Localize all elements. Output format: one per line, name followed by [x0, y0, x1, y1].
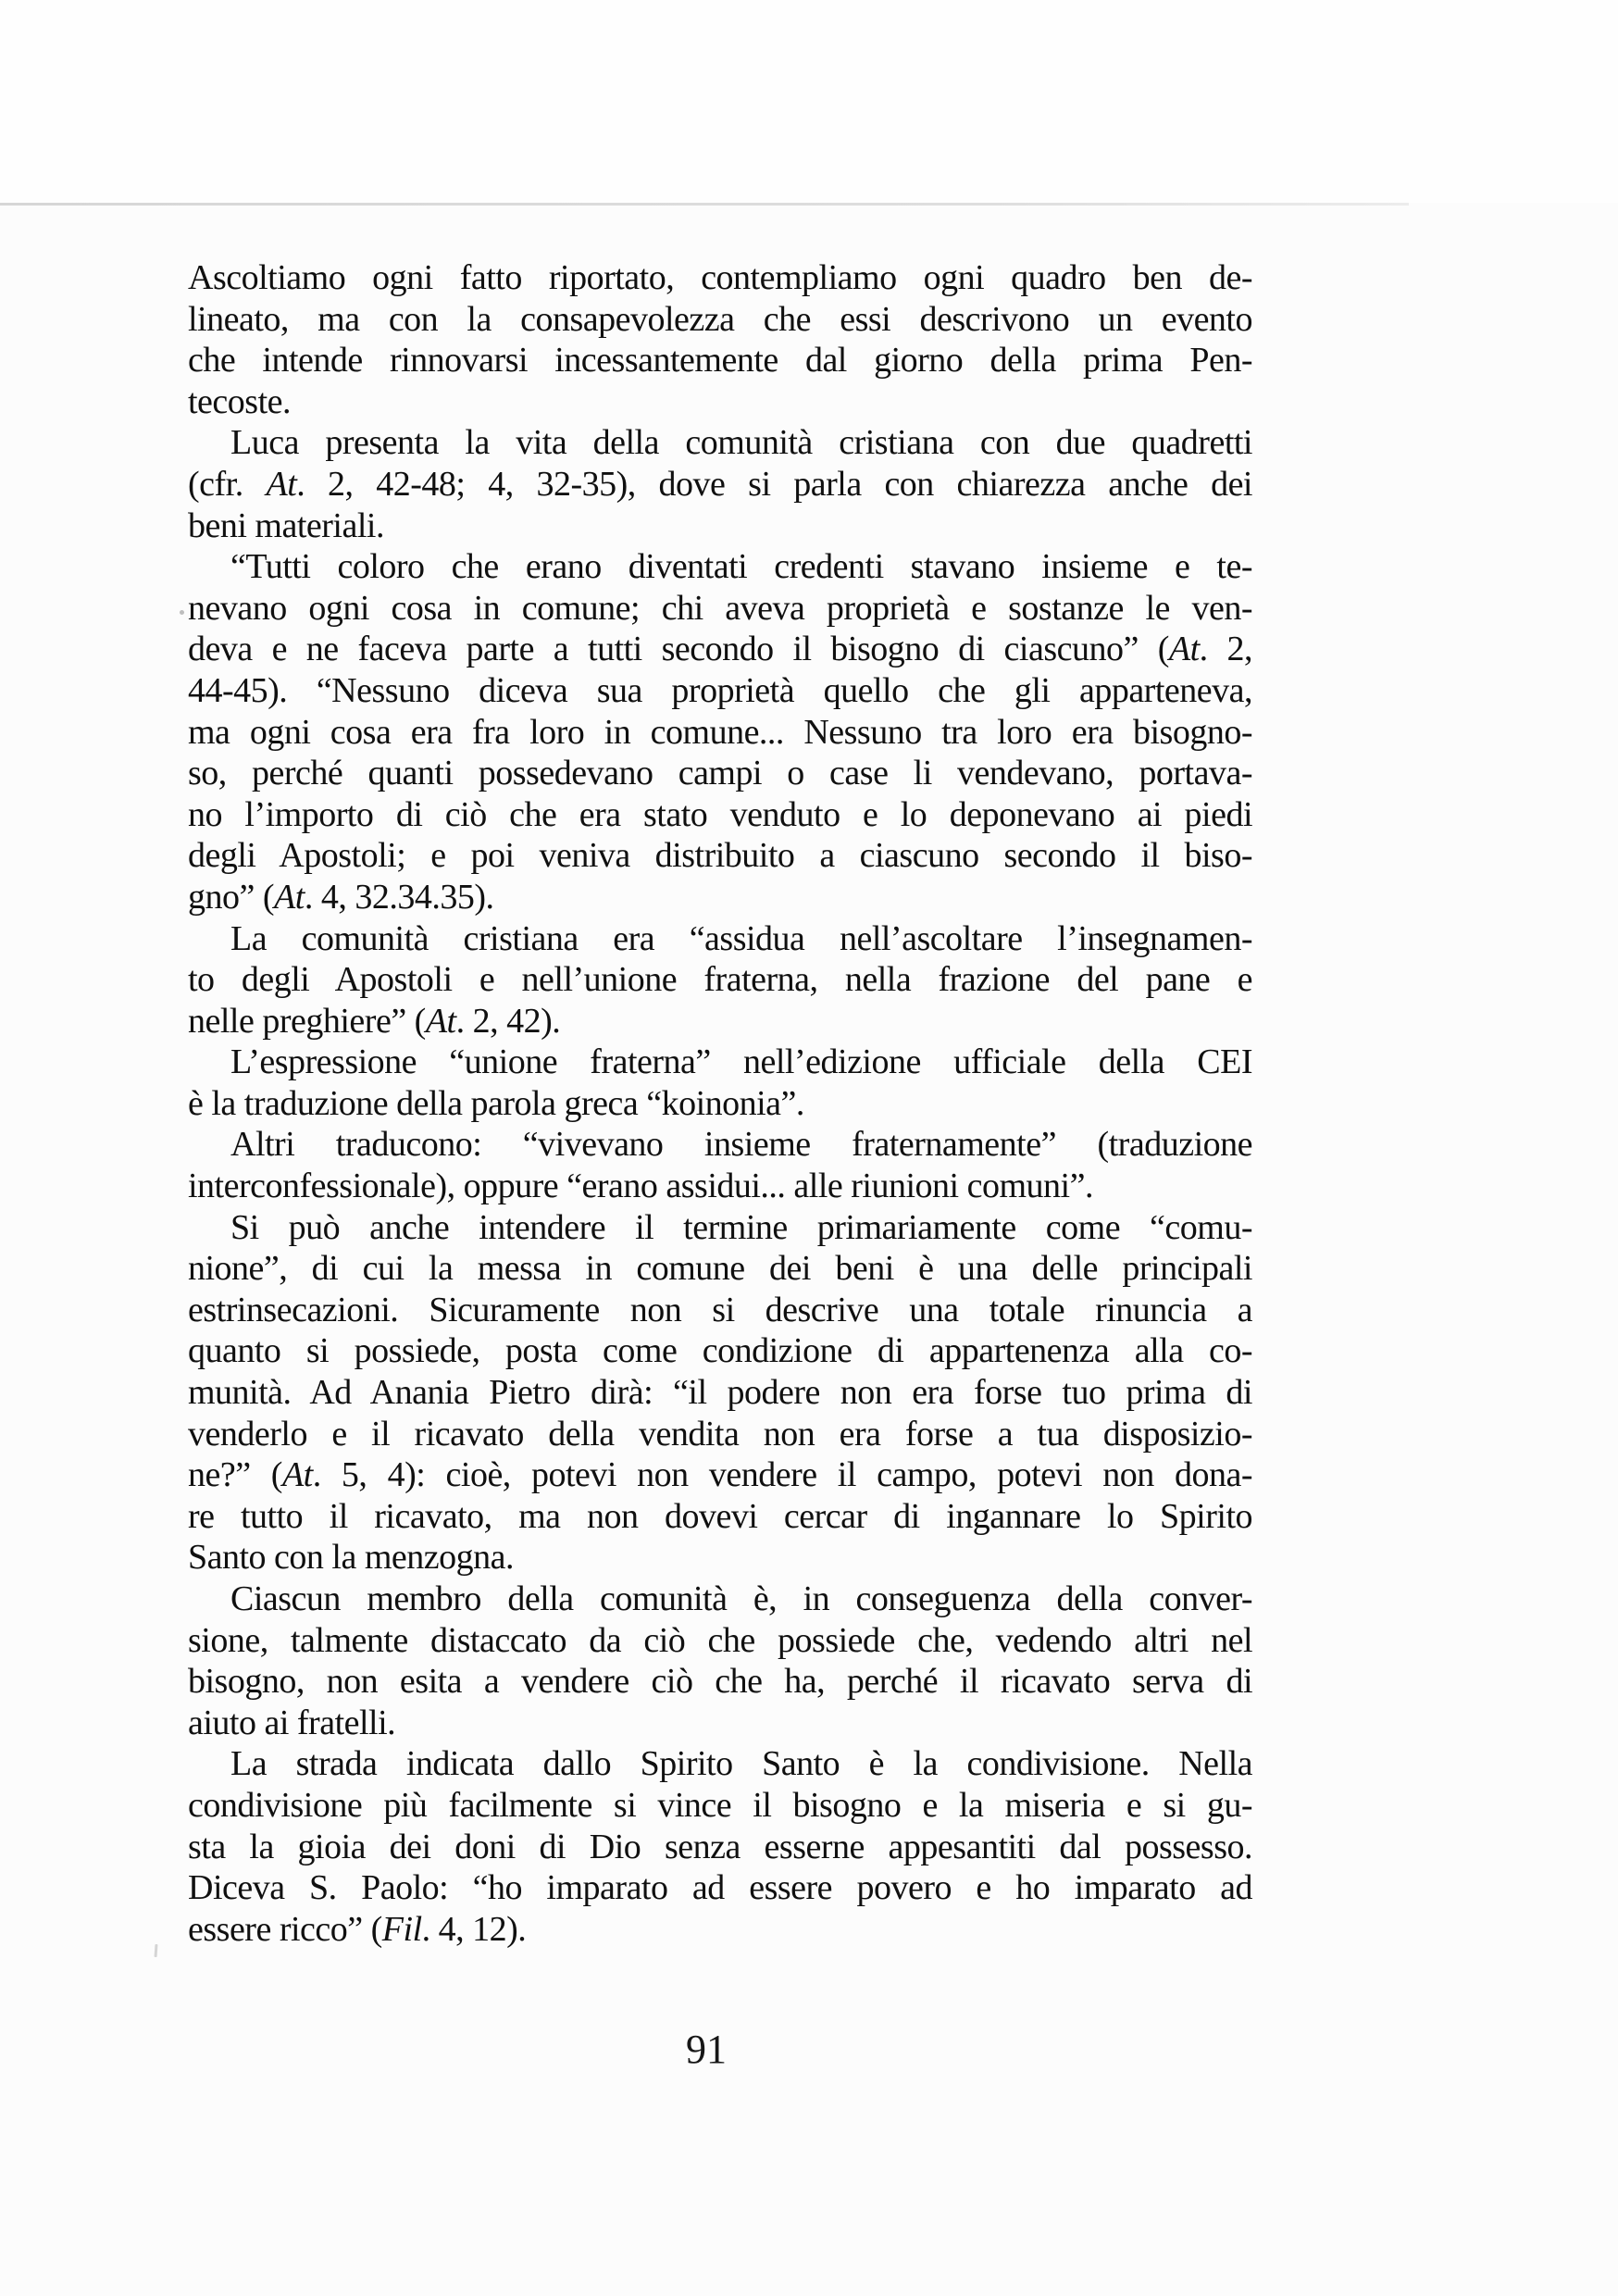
text-line	[188, 1248, 1252, 1290]
text-line	[188, 877, 1252, 918]
text-line	[188, 340, 1252, 381]
text-line	[188, 1620, 1252, 1662]
text-segment: . 2, 42).	[455, 1001, 561, 1041]
italic-citation: At	[274, 877, 305, 917]
text-segment: so, perché quanti possedevano campi o case li vendevano, portava-	[188, 754, 1252, 793]
text-segment: condivisione più facilmente si vince il bisogno e la miseria e si gu-	[188, 1785, 1252, 1825]
text-line	[188, 1290, 1252, 1331]
text-segment: . 4, 32.34.35).	[304, 877, 494, 917]
text-line	[188, 299, 1252, 341]
text-segment: sione, talmente distaccato da ciò che possiede che, vedendo altri nel	[188, 1620, 1252, 1660]
text-line	[188, 1124, 1252, 1166]
scan-speck	[180, 610, 184, 615]
scan-seam-line	[0, 203, 1409, 206]
text-segment: . 4, 12).	[421, 1909, 527, 1949]
text-segment: essere ricco” (	[188, 1909, 382, 1949]
text-line	[188, 1867, 1252, 1909]
text-segment: degli Apostoli; e poi veniva distribuito a ciascuno secondo il biso-	[188, 836, 1252, 876]
text-line	[188, 1537, 1252, 1578]
text-segment: Ciascun membro della comunità è, in conseguenza della conver-	[230, 1579, 1252, 1618]
scan-bright-band	[0, 0, 1618, 203]
text-segment: bisogno, non esita a vendere ciò che ha, perché il ricavato serva di	[188, 1662, 1252, 1702]
text-line	[188, 1785, 1252, 1827]
text-segment: Luca presenta la vita della comunità cristiana con due quadretti	[230, 423, 1252, 463]
text-segment: venderlo e il ricavato della vendita non era forse a tua disposizio-	[188, 1414, 1252, 1454]
italic-citation: Fil	[381, 1909, 422, 1949]
text-line	[188, 505, 1252, 547]
text-segment: Ascoltiamo ogni fatto riportato, contempliamo ogni quadro ben de-	[188, 258, 1252, 297]
text-segment: 44-45). “Nessuno diceva sua proprietà quello che gli apparteneva,	[188, 670, 1252, 710]
text-line	[188, 712, 1252, 754]
text-line	[188, 1372, 1252, 1414]
text-segment: gno” (	[188, 877, 275, 917]
text-line	[188, 1414, 1252, 1455]
text-line	[188, 1330, 1252, 1372]
scan-speck-mark	[155, 1944, 158, 1957]
text-segment: L’espressione “unione fraterna” nell’edizione ufficiale della CEI	[230, 1042, 1252, 1082]
text-segment: è la traduzione della parola greca “koinonia”.	[188, 1083, 804, 1123]
italic-citation: At	[1168, 630, 1200, 669]
text-line	[188, 381, 1252, 423]
text-segment: quanto si possiede, posta come condizione di appartenenza alla co-	[188, 1331, 1252, 1371]
text-line	[188, 546, 1252, 588]
text-line	[188, 1578, 1252, 1620]
text-segment: “Tutti coloro che erano diventati credenti stavano insieme e te-	[230, 547, 1252, 587]
text-segment: . 2, 42-48; 4, 32-35), dove si parla con chiarezza anche dei	[296, 464, 1252, 504]
text-line	[188, 1909, 1252, 1951]
text-segment: che intende rinnovarsi incessantemente dal giorno della prima Pen-	[188, 341, 1252, 381]
text-segment: no l’importo di ciò che era stato venduto e lo deponevano ai piedi	[188, 794, 1252, 834]
text-segment: lineato, ma con la consapevolezza che essi descrivono un evento	[188, 299, 1252, 339]
text-line	[188, 257, 1252, 299]
text-line	[188, 959, 1252, 1001]
text-segment: sta la gioia dei doni di Dio senza esserne appesantiti dal possesso.	[188, 1827, 1252, 1866]
text-segment: nevano ogni cosa in comune; chi aveva proprietà e sostanze le ven-	[188, 588, 1252, 628]
text-segment: re tutto il ricavato, ma non dovevi cercar di ingannare lo Spirito	[188, 1496, 1252, 1536]
text-segment: Santo con la menzogna.	[188, 1538, 515, 1578]
text-line	[188, 835, 1252, 877]
text-segment: La strada indicata dallo Spirito Santo è la condivisione. Nella	[230, 1744, 1252, 1784]
text-segment: tecoste.	[188, 381, 292, 421]
text-line	[188, 918, 1252, 960]
text-line	[188, 1496, 1252, 1538]
text-segment: beni materiali.	[188, 505, 384, 545]
text-line	[188, 670, 1252, 712]
text-line	[188, 1166, 1252, 1207]
text-segment: . 5, 4): cioè, potevi non vendere il campo, potevi non dona-	[312, 1455, 1252, 1495]
text-segment: Altri traducono: “vivevano insieme fraternamente” (traduzione	[230, 1125, 1252, 1165]
text-line	[188, 629, 1252, 670]
text-segment: munità. Ad Anania Pietro dirà: “il podere non era forse tuo prima di	[188, 1373, 1252, 1413]
text-line	[188, 1743, 1252, 1785]
text-segment: . 2,	[1199, 630, 1252, 669]
text-segment: ne?” (	[188, 1455, 282, 1495]
text-segment: to degli Apostoli e nell’unione fraterna, nella frazione del pane e	[188, 960, 1252, 1000]
italic-citation: At	[425, 1001, 456, 1041]
text-block	[188, 257, 1252, 1950]
text-line	[188, 1827, 1252, 1868]
text-line	[188, 422, 1252, 464]
text-segment: ma ogni cosa era fra loro in comune... Nessuno tra loro era bisogno-	[188, 712, 1252, 752]
text-line	[188, 753, 1252, 794]
text-line	[188, 794, 1252, 836]
text-segment: nione”, di cui la messa in comune dei beni è una delle principali	[188, 1249, 1252, 1289]
text-segment: interconfessionale), oppure “erano assidui... alle riunioni comuni”.	[188, 1167, 1093, 1206]
text-line	[188, 1661, 1252, 1703]
text-line	[188, 1001, 1252, 1042]
italic-citation: At	[266, 464, 297, 504]
text-segment: nelle preghiere” (	[188, 1001, 426, 1041]
text-segment: Diceva S. Paolo: “ho imparato ad essere povero e ho imparato ad	[188, 1868, 1252, 1908]
page-number: 91	[686, 2027, 727, 2072]
text-line	[188, 1703, 1252, 1744]
text-segment: Si può anche intendere il termine primariamente come “comu-	[230, 1207, 1252, 1247]
text-segment: deva e ne faceva parte a tutti secondo il bisogno di ciascuno” (	[188, 630, 1169, 669]
italic-citation: At	[281, 1455, 313, 1495]
text-segment: (cfr.	[188, 464, 267, 504]
text-line	[188, 1454, 1252, 1496]
text-line	[188, 464, 1252, 505]
text-segment: La comunità cristiana era “assidua nell’ascoltare l’insegnamen-	[230, 918, 1252, 958]
text-line	[188, 1042, 1252, 1083]
text-segment: estrinsecazioni. Sicuramente non si descrive una totale rinuncia a	[188, 1290, 1252, 1329]
text-line	[188, 1083, 1252, 1125]
text-segment: aiuto ai fratelli.	[188, 1703, 396, 1742]
text-line	[188, 1207, 1252, 1249]
text-line	[188, 588, 1252, 630]
